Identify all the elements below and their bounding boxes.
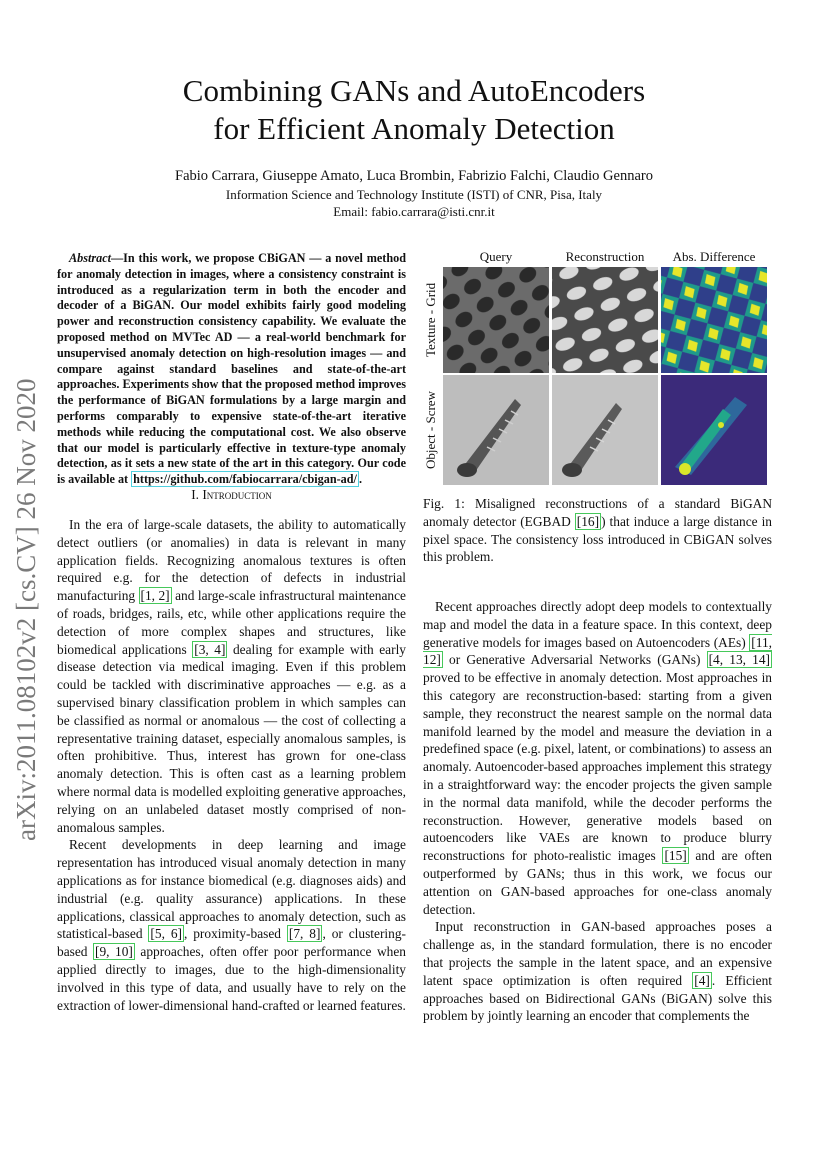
abstract-label: Abstract [69,251,111,265]
figure-col-header-difference: Abs. Difference [672,249,756,264]
citation-link[interactable]: [4, 13, 14] [708,652,770,668]
abstract-text: —In this work, we propose CBiGAN — a novel method for anomaly detection in images, where a consistency constraint is introduced as a regularization term in both the encoder and decoder of a BiGAN. Our model exhibits fairly good modeling power and reconstruction consistency capability. We evaluate the proposed method on MVTec AD — a real-world benchmark for unsupervised anomaly detection on high-resolution images — and compare against standard baselines and state-of-the-art approaches. Experiments show that the proposed method improves the performance of BiGAN formulations by a large margin and performs comparably to expensive state-of-the-art iterative methods while reducing the computational cost. We also observe that our model is particularly effective in texture-type anomaly detection, as it sets a new state of the art in this category. Our code is available at [57,251,406,487]
arxiv-identifier: arXiv:2011.08102v2 [cs.CV] 26 Nov 2020 [11,378,41,842]
text: Recent developments in deep learning and image representation has introduced visual anomaly detection in many applications as for instance biomedical (e.g. diagnoses aids) and industrial (e.g. quality assurance) applications. In these applications, classical approaches to anomaly detection, such as statistical-based [57,837,406,942]
section-number: I. [191,487,203,502]
citation-link[interactable]: [7, 8] [288,926,321,942]
grid-query-image [443,267,549,373]
text: , or clustering-based [57,926,407,960]
code-link[interactable]: https://github.com/fabiocarrara/cbigan-ad/ [133,472,357,487]
figure-col-header-query: Query [479,249,513,264]
contact-email: Email: fabio.carrara@isti.cnr.it [333,204,495,219]
figure-row-label-screw: Object - Screw [423,391,438,469]
paper-title [60,72,768,148]
right-paragraph-1 [423,598,772,918]
screw-reconstruction-image [552,375,658,485]
screw-query-image [443,375,549,485]
intro-paragraph-1 [57,516,406,836]
right-column-body [423,598,772,1025]
citation-link[interactable]: [1, 2] [140,588,170,604]
figure-1-caption [423,495,772,566]
citation-link[interactable]: [4] [694,972,710,988]
section-heading-introduction [57,487,406,503]
grid-difference-image [661,267,767,373]
right-paragraph-2 [423,918,772,1025]
text: approaches, often offer poor performance when applied directly to images, due to the high-dimensionality involved in this type of data, and usually have to rely on the extraction of lower-dimensional hand-crafted or learned features. [57,944,406,1013]
citation-link[interactable]: [11, 12] [423,634,772,668]
screw-difference-image [661,375,767,485]
title-line-2: for Efficient Anomaly Detection [213,111,615,146]
abstract [57,251,406,488]
citation-link[interactable]: [3, 4] [194,641,226,657]
text: and are often outperformed by GANs; thus in this work, we focus our attention on GAN-based approaches for one-class anomaly detection. [423,848,772,917]
citation-link[interactable]: [16] [576,513,600,529]
text: Fig. 1: Misaligned reconstructions of a standard BiGAN anomaly detector (EGBAD [423,496,772,529]
grid-reconstruction-image [552,267,658,373]
text: dealing for example with early disease detection via medical imaging. Even if this problem could be tackled with discriminative approaches — e.g. as a supervised binary classification problem in which samples can be classified as normal or anomalous — the cost of collecting a representative training dataset, especially anomalous samples, is often prohibitive. Thus, interest has grown for one-class anomaly detection. This is often cast as a learning problem where normal data is modelled exploiting generative approaches, relying on an unlabeled dataset mostly comprised of non-anomalous samples. [57,641,406,835]
text: and large-scale infrastructural maintenance of roads, bridges, rails, etc, while other applications require the detection of more complex shapes and structures, like biomedical applications [57,588,406,657]
intro-paragraph-2 [57,836,406,1014]
text: Input reconstruction in GAN-based approaches poses a challenge as, in the standard formulation, there is no encoder that projects the sample in the latent space, and an expensive latent space optimization is often required [423,919,772,988]
citation-link[interactable]: [9, 10] [95,944,133,960]
introduction-body [57,516,406,1014]
citation-link[interactable]: [5, 6] [150,926,182,942]
affiliation: Information Science and Technology Institute (ISTI) of CNR, Pisa, Italy [225,187,603,202]
text: proved to be effective in anomaly detection. Most approaches in this category are reconstruction-based: starting from a given sample, they reconstruct the nearest sample on the normal data manifold learned by the model and measure the deviation in a predefined space (e.g. pixel, latent, or combinations) to assess an anomaly. Autoencoder-based approaches implement this strategy in a straightforward way: the encoder projects the given sample in the normal data manifold, while the decoder performs the reconstruction. However, generative models based on autoencoders like VAEs are known to produce blurry reconstructions for photo-realistic images [423,670,772,864]
figure-col-header-reconstruction: Reconstruction [565,249,645,264]
figure-1 [423,249,773,491]
text: Recent approaches directly adopt deep models to contextually map and model the data in a feature space. In this context, deep generative models for images based on Autoencoders (AEs) [423,599,772,650]
abstract-end: . [358,472,362,487]
section-title: Introduction [202,487,272,502]
citation-link[interactable]: [15] [664,848,687,864]
text: In the era of large-scale datasets, the ability to automatically detect outliers (or anomalies) in data is relevant in many application fields. Recognizing anomalous textures is often required e.g. for the detection of defects in industrial manufacturing [57,517,406,604]
title-line-1: Combining GANs and AutoEncoders [182,73,646,108]
figure-row-label-grid: Texture - Grid [423,282,438,358]
text: ) that induce a large distance in pixel space. The consistency loss introduced in CBiGAN solves this problem. [423,513,772,565]
author-list: Fabio Carrara, Giuseppe Amato, Luca Brombin, Fabrizio Falchi, Claudio Gennaro [175,168,653,184]
text: . Efficient approaches based on Bidirectional GANs (BiGAN) solve this problem by jointly learning an encoder that complements the [423,972,772,1024]
text: or Generative Adversarial Networks (GANs) [442,652,707,668]
text: , proximity-based [183,926,287,942]
